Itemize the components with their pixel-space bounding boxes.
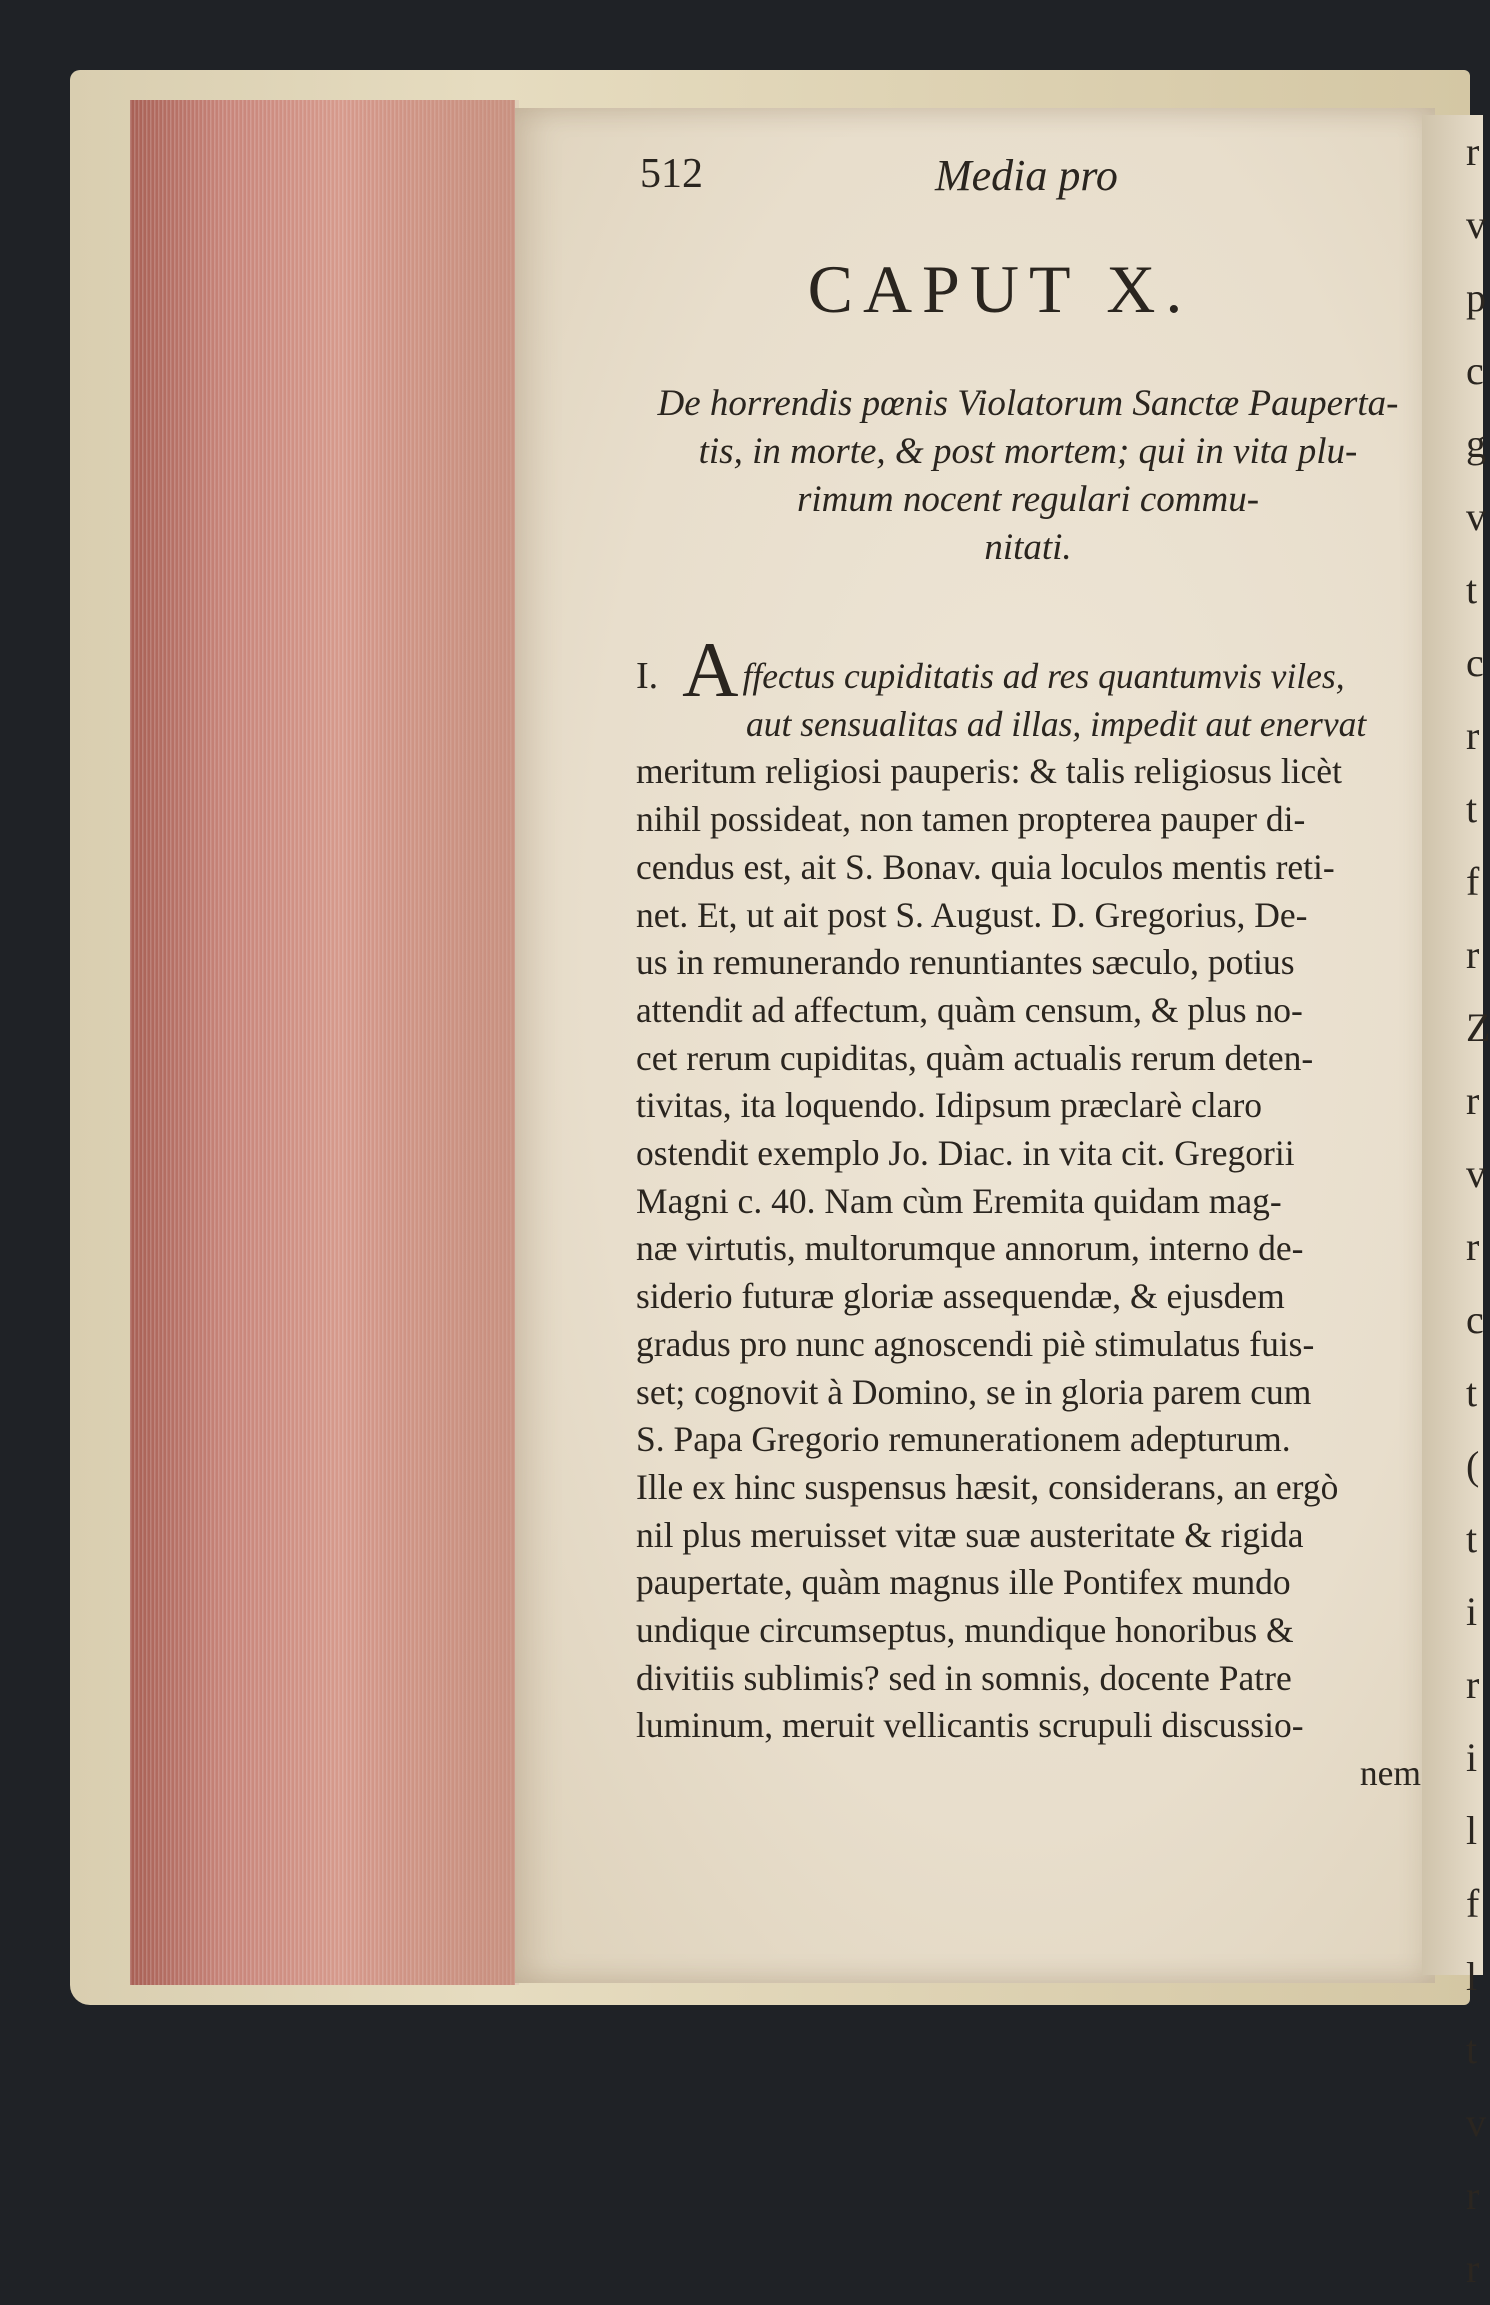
text-line: cendus est, ait S. Bonav. quia loculos mentis reti- <box>636 846 1335 887</box>
text-line: us in remunerando renuntiantes sæculo, potius <box>636 942 1295 983</box>
facing-page-fragment: v <box>1466 1151 1486 1196</box>
page-number: 512 <box>640 151 703 197</box>
facing-page-fragment: r <box>1466 1078 1480 1123</box>
facing-page-fragment: i <box>1466 1735 1478 1780</box>
facing-page-fragment: t <box>1466 1516 1478 1561</box>
facing-page-fragment: l <box>1466 1954 1478 1999</box>
text-line: ostendit exemplo Jo. Diac. in vita cit. Gregorii <box>636 1133 1295 1174</box>
facing-page-fragment: v <box>1466 2100 1486 2145</box>
body-text <box>636 626 1421 1798</box>
text-line: siderio futuræ gloriæ assequendæ, & ejusdem <box>636 1276 1285 1317</box>
facing-page-fragment: r <box>1466 713 1480 758</box>
chapter-subtitle <box>638 380 1418 572</box>
text-line: aut sensualitas ad illas, impedit aut enervat <box>746 703 1367 744</box>
subtitle-line: nitati. <box>984 527 1072 568</box>
initial-letter: A <box>682 626 739 713</box>
facing-page-fragment: r <box>1466 129 1480 174</box>
text-line: nil plus meruisset vitæ suæ austeritate & rigida <box>636 1514 1304 1555</box>
text-line: divitiis sublimis? sed in somnis, docente Patre <box>636 1657 1292 1698</box>
facing-page-fragment: r <box>1466 932 1480 977</box>
facing-page-fragment: l <box>1466 1808 1478 1853</box>
page-block-edge <box>130 100 519 1985</box>
text-line: S. Papa Gregorio remunerationem adepturum. <box>636 1419 1291 1460</box>
subtitle-line: rimum nocent regulari commu- <box>796 479 1260 520</box>
text-line: meritum religiosi pauperis: & talis religiosus licèt <box>636 751 1342 792</box>
facing-page-fragment: f <box>1466 1881 1480 1926</box>
facing-page-fragment: t <box>1466 786 1478 831</box>
text-line: paupertate, quàm magnus ille Pontifex mundo <box>636 1562 1291 1603</box>
facing-page-fragment: Z <box>1466 1005 1490 1050</box>
text-line-content: ffectus cupiditatis ad res quantumvis viles, <box>742 656 1345 696</box>
catchword: nem <box>1359 1753 1421 1794</box>
text-line: luminum, meruit vellicantis scrupuli discussio- <box>636 1705 1304 1746</box>
running-head: Media pro <box>935 151 1118 200</box>
text-line: Ille ex hinc suspensus hæsit, considerans, an ergò <box>636 1466 1339 1507</box>
section-number: I. <box>636 655 659 697</box>
facing-page-fragment: ( <box>1466 1443 1480 1488</box>
text-line: attendit ad affectum, quàm censum, & plus no- <box>636 989 1303 1030</box>
facing-page-fragment: g <box>1466 421 1486 466</box>
facing-page-fragment: c <box>1466 348 1484 393</box>
text-line: Magni c. 40. Nam cùm Eremita quidam mag- <box>636 1180 1282 1221</box>
facing-page-fragment: f <box>1466 859 1480 904</box>
page-header <box>640 150 1340 210</box>
text-line <box>636 626 1421 713</box>
text-line: set; cognovit à Domino, se in gloria parem cum <box>636 1371 1312 1412</box>
facing-page-fragment: v <box>1466 202 1486 247</box>
text-line: tivitas, ita loquendo. Idipsum præclarè claro <box>636 1085 1263 1126</box>
facing-page-fragment: p <box>1466 275 1486 320</box>
text-line: cet rerum cupiditas, quàm actualis rerum deten- <box>636 1037 1314 1078</box>
facing-page-fragment: r <box>1466 2173 1480 2218</box>
facing-page-fragment: v <box>1466 494 1486 539</box>
facing-page-fragment: t <box>1466 2027 1478 2072</box>
subtitle-line: De horrendis pœnis Violatorum Sanctæ Pauperta- <box>657 383 1399 424</box>
facing-page-fragment: t <box>1466 1370 1478 1415</box>
text-line: undique circumseptus, mundique honoribus & <box>636 1610 1294 1651</box>
facing-page-fragment: c <box>1466 640 1484 685</box>
text-line: gradus pro nunc agnoscendi piè stimulatus fuis- <box>636 1323 1315 1364</box>
facing-page-fragment: c <box>1466 1297 1484 1342</box>
facing-page-fragment: i <box>1466 1589 1478 1634</box>
text-line: næ virtutis, multorumque annorum, interno de- <box>636 1228 1304 1269</box>
subtitle-line: tis, in morte, & post mortem; qui in vita plu- <box>698 431 1358 472</box>
facing-page-fragment: r <box>1466 1224 1480 1269</box>
facing-page-fragment: r <box>1466 2246 1480 2291</box>
facing-page-fragment: t <box>1466 567 1478 612</box>
facing-page-edge <box>1422 115 1490 2291</box>
facing-page-fragment: r <box>1466 1662 1480 1707</box>
text-line: nihil possideat, non tamen propterea pauper di- <box>636 799 1306 840</box>
chapter-title: CAPUT X. <box>807 251 1193 327</box>
text-line: net. Et, ut ait post S. August. D. Gregorius, De- <box>636 894 1308 935</box>
